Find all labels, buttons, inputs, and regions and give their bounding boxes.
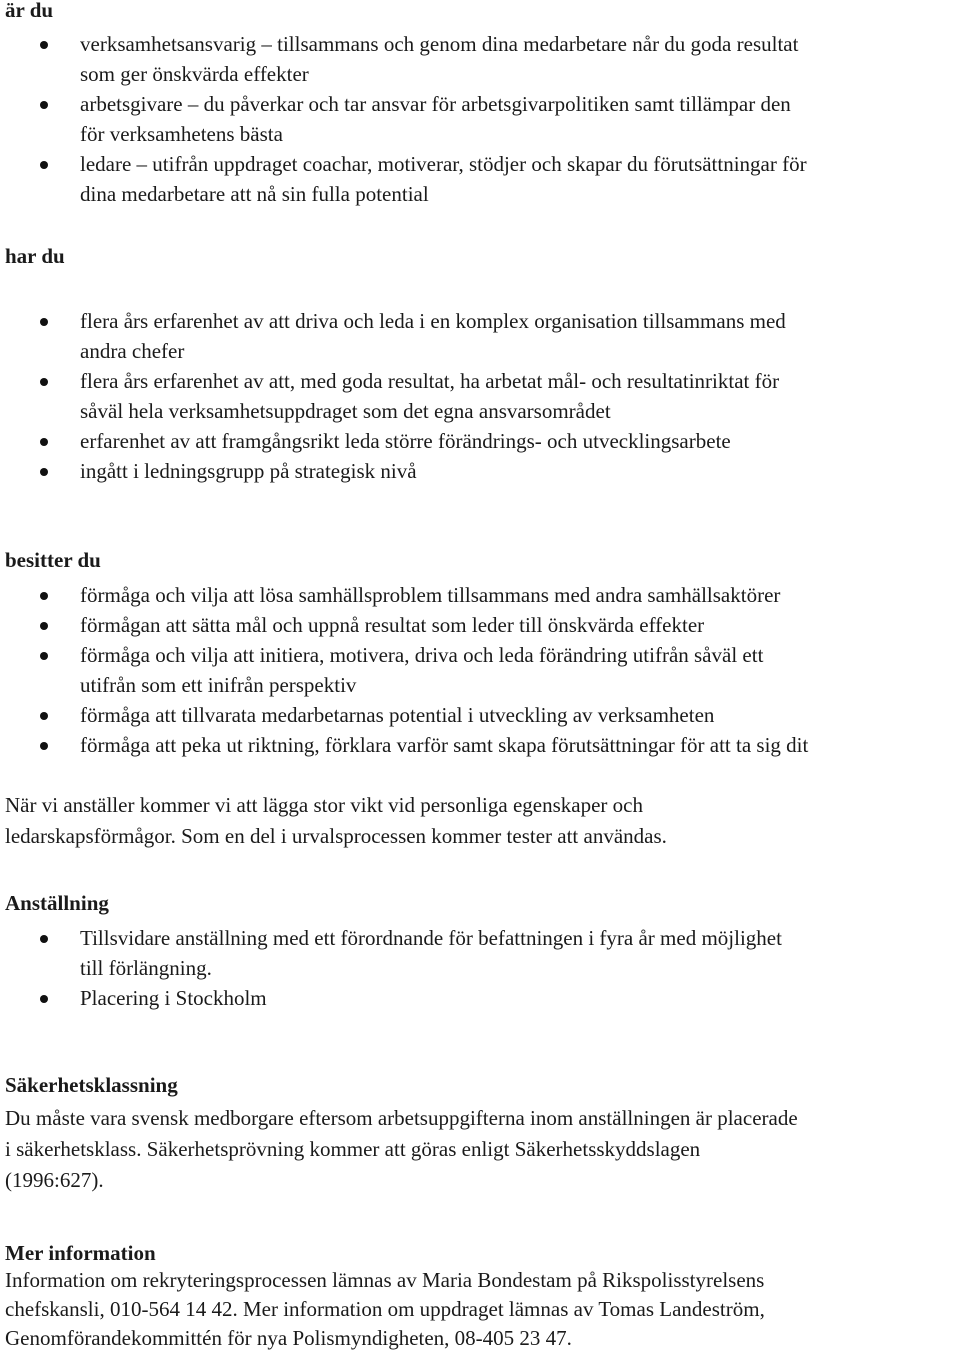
list-item: ledare – utifrån uppdraget coachar, motiverar, stödjer och skapar du förutsättningar för dina medarbetare att nå sin fulla potential [0,149,960,209]
bullet-icon [40,622,48,630]
list-item: Placering i Stockholm [0,983,960,1013]
list-item: ingått i ledningsgrupp på strategisk nivå [0,456,960,486]
bullet-icon [40,995,48,1003]
bullet-icon [40,41,48,49]
list-anstallning [0,923,960,1013]
bullet-icon [40,101,48,109]
bullet-icon [40,592,48,600]
bullet-icon [40,318,48,326]
heading-besitter-du: besitter du [5,548,101,572]
bullet-icon [40,468,48,476]
list-item: förmåga att tillvarata medarbetarnas potential i utveckling av verksamheten [0,700,960,730]
bullet-icon [40,742,48,750]
bullet-icon [40,378,48,386]
security-paragraph: Du måste vara svensk medborgare eftersom arbetsuppgifterna inom anställningen är placerade i säkerhetsklass. Säkerhetsprövning kommer att göras enligt Säkerhetsskyddslagen (1996:627). [5,1106,798,1192]
list-har-du [0,306,960,486]
heading-har-du: har du [5,244,65,268]
list-item: erfarenhet av att framgångsrikt leda större förändrings- och utvecklingsarbete [0,426,960,456]
heading-sakerhetsklassning: Säkerhetsklassning [5,1073,178,1097]
list-item: verksamhetsansvarig – tillsammans och genom dina medarbetare når du goda resultat som ger önskvärda effekter [0,29,960,89]
list-item: förmåga och vilja att lösa samhällsproblem tillsammans med andra samhällsaktörer [0,580,960,610]
list-item: arbetsgivare – du påverkar och tar ansvar för arbetsgivarpolitiken samt tillämpar den för verksamhetens bästa [0,89,960,149]
bullet-icon [40,438,48,446]
list-item: flera års erfarenhet av att, med goda resultat, ha arbetat mål- och resultatinriktat för såväl hela verksamhetsuppdraget som det egna ansvarsområdet [0,366,960,426]
heading-anstallning: Anställning [5,891,109,915]
bullet-icon [40,712,48,720]
list-item: förmåga och vilja att initiera, motivera, driva och leda förändring utifrån såväl ett utifrån som ett inifrån perspektiv [0,640,960,700]
list-item: flera års erfarenhet av att driva och leda i en komplex organisation tillsammans med andra chefer [0,306,960,366]
list-besitter-du [0,580,960,760]
selection-paragraph: När vi anställer kommer vi att lägga stor vikt vid personliga egenskaper och ledarskapsförmågor. Som en del i urvalsprocessen kommer tester att användas. [5,793,667,848]
list-item: förmågan att sätta mål och uppnå resultat som leder till önskvärda effekter [0,610,960,640]
bullet-icon [40,161,48,169]
list-item: Tillsvidare anställning med ett förordnande för befattningen i fyra år med möjlighet till förlängning. [0,923,960,983]
bullet-icon [40,935,48,943]
heading-ar-du: är du [5,0,54,22]
heading-mer-information: Mer information [5,1241,156,1265]
bullet-icon [40,652,48,660]
list-ar-du [0,29,960,209]
contact-paragraph: Information om rekryteringsprocessen lämnas av Maria Bondestam på Rikspolisstyrelsens chefskansli, 010-564 14 42. Mer information om uppdraget lämnas av Tomas Landeström, Genomförandekommittén för nya Polismyndigheten, 08-405 23 47. [5,1268,765,1350]
list-item: förmåga att peka ut riktning, förklara varför samt skapa förutsättningar för att ta sig dit [0,730,960,760]
